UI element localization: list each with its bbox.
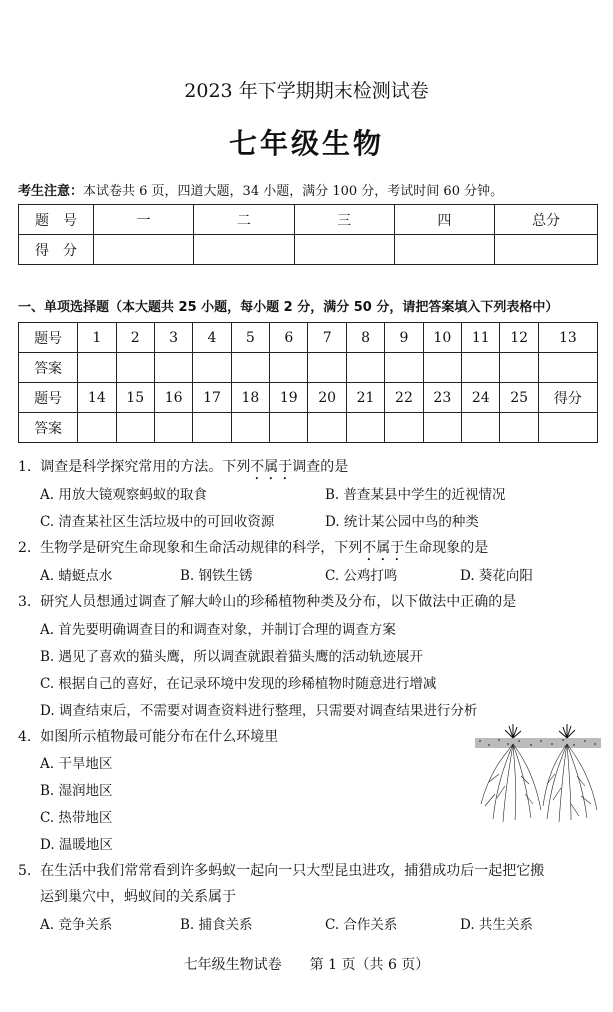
answer-cell[interactable] <box>154 353 192 383</box>
answer-cell[interactable] <box>231 353 269 383</box>
option-b[interactable]: B. 钢铁生锈 <box>180 568 253 584</box>
answer-cell[interactable] <box>462 413 500 443</box>
row-label: 题号 <box>19 383 78 413</box>
score-table-score-row <box>19 235 598 265</box>
row-label: 答案 <box>19 353 78 383</box>
option-c[interactable]: C. 合作关系 <box>325 917 398 933</box>
question-number: 14 <box>78 383 116 413</box>
answer-cell[interactable] <box>193 413 231 443</box>
option-a[interactable]: A. 用放大镜观察蚂蚁的取食 <box>40 487 207 503</box>
question-number: 22 <box>385 383 423 413</box>
question-5-stem-line2: 运到巢穴中，蚂蚁间的关系属于 <box>40 889 236 905</box>
option-d[interactable]: D. 温暖地区 <box>40 837 113 853</box>
score-cell: 题 号 <box>19 205 94 235</box>
answer-cell[interactable] <box>270 353 308 383</box>
emphasis-text: 不属于 <box>250 459 293 475</box>
score-input-cell[interactable] <box>94 235 194 265</box>
option-d[interactable]: D. 调查结束后，不需要对调查资料进行整理，只需要对调查结果进行分析 <box>40 703 478 719</box>
question-1-stem <box>18 456 348 483</box>
question-number: 12 <box>500 323 538 353</box>
score-cell: 四 <box>394 205 494 235</box>
option-a[interactable]: A. 蜻蜓点水 <box>40 568 113 584</box>
question-number: 2 <box>116 323 154 353</box>
option-a[interactable]: A. 首先要明确调查目的和调查对象，并制订合理的调查方案 <box>40 622 396 638</box>
score-cell: 得 分 <box>19 235 94 265</box>
answer-cell[interactable] <box>308 353 346 383</box>
option-b[interactable]: B. 遇见了喜欢的猫头鹰，所以调查就跟着猫头鹰的活动轨迹展开 <box>40 649 424 665</box>
section1-heading: 一、单项选择题（本大题共 25 小题，每小题 2 分，满分 50 分，请把答案填入下列表格中） <box>18 300 559 315</box>
score-table <box>18 204 598 265</box>
question-number-label: 3. <box>18 594 32 610</box>
question-number: 17 <box>193 383 231 413</box>
answer-cell[interactable] <box>500 413 538 443</box>
question-number-label: 1. <box>18 459 32 475</box>
row-label: 答案 <box>19 413 78 443</box>
question-number: 11 <box>462 323 500 353</box>
question-number: 19 <box>270 383 308 413</box>
score-input-cell[interactable] <box>495 235 598 265</box>
question-number: 9 <box>385 323 423 353</box>
stem-text: 在生活中我们常常看到许多蚂蚁一起向一只大型昆虫进攻，捕猎成功后一起把它搬 <box>40 863 545 879</box>
score-cell: 总分 <box>495 205 598 235</box>
stem-text: 生命现象的是 <box>404 540 489 556</box>
option-d[interactable]: D. 葵花向阳 <box>460 568 533 584</box>
option-d[interactable]: D. 共生关系 <box>460 917 533 933</box>
score-input-cell[interactable] <box>194 235 294 265</box>
answer-cell[interactable] <box>346 353 384 383</box>
option-c[interactable]: C. 热带地区 <box>40 810 113 826</box>
answer-table <box>18 322 598 443</box>
question-number: 6 <box>270 323 308 353</box>
question-number: 16 <box>154 383 192 413</box>
answer-number-row-2 <box>19 383 598 413</box>
question-number: 13 <box>538 323 597 353</box>
score-input-cell[interactable] <box>294 235 394 265</box>
answer-cell[interactable] <box>154 413 192 443</box>
stem-text: 研究人员想通过调查了解大岭山的珍稀植物种类及分布，以下做法中正确的是 <box>40 594 517 610</box>
question-number: 24 <box>462 383 500 413</box>
option-b[interactable]: B. 捕食关系 <box>180 917 253 933</box>
answer-cell[interactable] <box>385 413 423 443</box>
stem-text: 如图所示植物最可能分布在什么环境里 <box>40 729 279 745</box>
question-number-label: 5. <box>18 863 32 879</box>
plant-roots-illustration <box>475 724 601 824</box>
answer-cell[interactable] <box>346 413 384 443</box>
answer-cell[interactable] <box>462 353 500 383</box>
stem-text: 生物学是研究生命现象和生命活动规律的科学，下列 <box>40 540 363 556</box>
option-c[interactable]: C. 公鸡打鸣 <box>325 568 398 584</box>
answer-cell[interactable] <box>270 413 308 443</box>
score-input-cell[interactable] <box>394 235 494 265</box>
option-a[interactable]: A. 竞争关系 <box>40 917 113 933</box>
score-cell: 一 <box>94 205 194 235</box>
question-3-stem <box>18 591 516 611</box>
answer-cell[interactable] <box>231 413 269 443</box>
emphasis-text: 不属于 <box>362 540 405 556</box>
answer-cell[interactable] <box>385 353 423 383</box>
question-number: 18 <box>231 383 269 413</box>
question-number: 1 <box>78 323 116 353</box>
stem-text: 调查是科学探究常用的方法。下列 <box>40 459 251 475</box>
question-number: 23 <box>423 383 461 413</box>
answer-cell[interactable] <box>423 353 461 383</box>
stem-text: 调查的是 <box>292 459 349 475</box>
option-b[interactable]: B. 湿润地区 <box>40 783 113 799</box>
score-cell: 三 <box>294 205 394 235</box>
question-number: 8 <box>346 323 384 353</box>
answer-cell[interactable] <box>78 353 116 383</box>
question-number: 15 <box>116 383 154 413</box>
question-number: 21 <box>346 383 384 413</box>
question-number-label: 4. <box>18 729 32 745</box>
question-5-stem <box>18 860 544 880</box>
question-4-stem <box>18 726 278 746</box>
option-c[interactable]: C. 根据自己的喜好，在记录环境中发现的珍稀植物时随意进行增减 <box>40 676 437 692</box>
answer-cell[interactable] <box>78 413 116 443</box>
option-b[interactable]: B. 普查某县中学生的近视情况 <box>325 487 506 503</box>
answer-cell[interactable] <box>500 353 538 383</box>
question-number: 3 <box>154 323 192 353</box>
answer-number-row-1 <box>19 323 598 353</box>
notice-text: 本试卷共 6 页，四道大题，34 小题，满分 100 分，考试时间 60 分钟。 <box>83 184 504 199</box>
option-a[interactable]: A. 干旱地区 <box>40 756 113 772</box>
question-number-label: 2. <box>18 540 32 556</box>
answer-cell[interactable] <box>116 413 154 443</box>
score-table-header-row <box>19 205 598 235</box>
answer-cell[interactable] <box>308 413 346 443</box>
option-c[interactable]: C. 清查某社区生活垃圾中的可回收资源 <box>40 514 275 530</box>
subject-title: 七年级生物 <box>228 127 384 160</box>
exam-notice <box>18 180 503 199</box>
question-number: 4 <box>193 323 231 353</box>
answer-cell[interactable] <box>423 413 461 443</box>
question-number: 5 <box>231 323 269 353</box>
answer-input-row-1 <box>19 353 598 383</box>
question-2-stem <box>18 537 488 564</box>
score-input-cell[interactable] <box>538 413 597 443</box>
answer-input-row-2 <box>19 413 598 443</box>
score-cell: 二 <box>194 205 294 235</box>
question-number: 20 <box>308 383 346 413</box>
page-footer: 七年级生物试卷 第 1 页（共 6 页） <box>183 957 430 973</box>
exam-title: 2023 年下学期期末检测试卷 <box>184 80 429 102</box>
score-label: 得分 <box>538 383 597 413</box>
answer-cell[interactable] <box>116 353 154 383</box>
row-label: 题号 <box>19 323 78 353</box>
question-number: 10 <box>423 323 461 353</box>
question-number: 25 <box>500 383 538 413</box>
question-number: 7 <box>308 323 346 353</box>
option-d[interactable]: D. 统计某公园中鸟的种类 <box>325 514 479 530</box>
answer-cell[interactable] <box>538 353 597 383</box>
answer-cell[interactable] <box>193 353 231 383</box>
notice-label: 考生注意： <box>18 184 84 199</box>
